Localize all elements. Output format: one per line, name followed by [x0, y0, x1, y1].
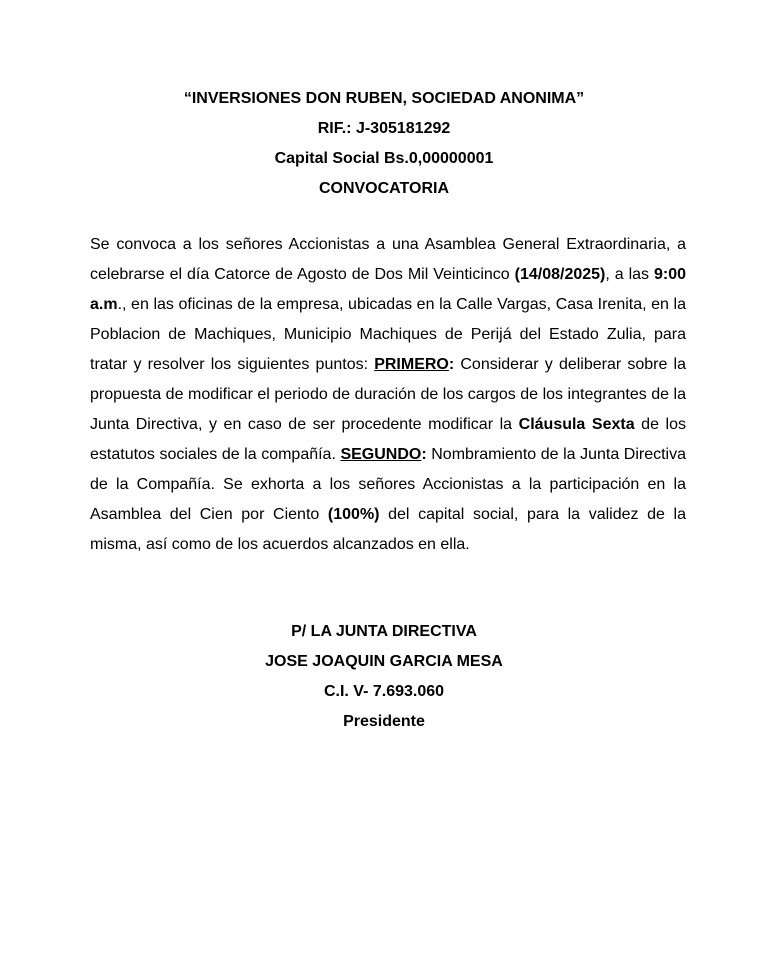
body-text-7: del capital social, para la validez de la misma, así como de los acuerdos alcanzados en ella. [90, 506, 686, 553]
company-name: “INVERSIONES DON RUBEN, SOCIEDAD ANONIMA” [183, 90, 585, 107]
signature-board: P/ LA JUNTA DIRECTIVA [291, 623, 477, 640]
signature-id: C.I. V- 7.693.060 [323, 683, 445, 700]
clausula-sexta: Cláusula Sexta [518, 416, 635, 433]
meeting-time: 9:00 a.m [90, 266, 686, 313]
colon-1: : [448, 356, 455, 373]
capital-social: Capital Social Bs.0,00000001 [274, 150, 494, 167]
body-text-3: ., en las oficinas de la empresa, ubicadas en la Calle Vargas, Casa Irenita, en la Poblacion de Machiques, Municipio Machiques de Perijá del Estado Zulia, para tratar y resolver los siguientes puntos: [90, 296, 686, 373]
document-title: CONVOCATORIA [318, 180, 450, 197]
signature-block [80, 617, 688, 737]
signature-role: Presidente [343, 713, 425, 730]
point-primero: PRIMERO [374, 356, 449, 373]
signature-name: JOSE JOAQUIN GARCIA MESA [265, 653, 503, 670]
rif-number: RIF.: J-305181292 [317, 120, 451, 137]
point-segundo: SEGUNDO [340, 446, 422, 463]
document-header [80, 84, 688, 204]
body-text-4: Considerar y deliberar sobre la propuesta de modificar el periodo de duración de los cargos de los integrantes de la Junta Directiva, y en caso de ser procedente modificar la [90, 356, 687, 433]
meeting-date: (14/08/2025) [514, 266, 606, 283]
percent-quorum: (100%) [327, 506, 380, 523]
body-text-5: de los estatutos sociales de la compañía. [90, 416, 687, 463]
body-text-1: Se convoca a los señores Accionistas a una Asamblea General Extraordinaria, a celebrarse el día Catorce de Agosto de Dos Mil Veinticinco [90, 236, 686, 283]
body-text-2: , a las [605, 266, 654, 283]
convocatoria-body [90, 230, 686, 560]
colon-2: : [421, 446, 427, 463]
body-text-6: Nombramiento de la Junta Directiva de la Compañía. Se exhorta a los señores Accionistas a la participación en la Asamblea del Cien por Ciento [90, 446, 686, 523]
